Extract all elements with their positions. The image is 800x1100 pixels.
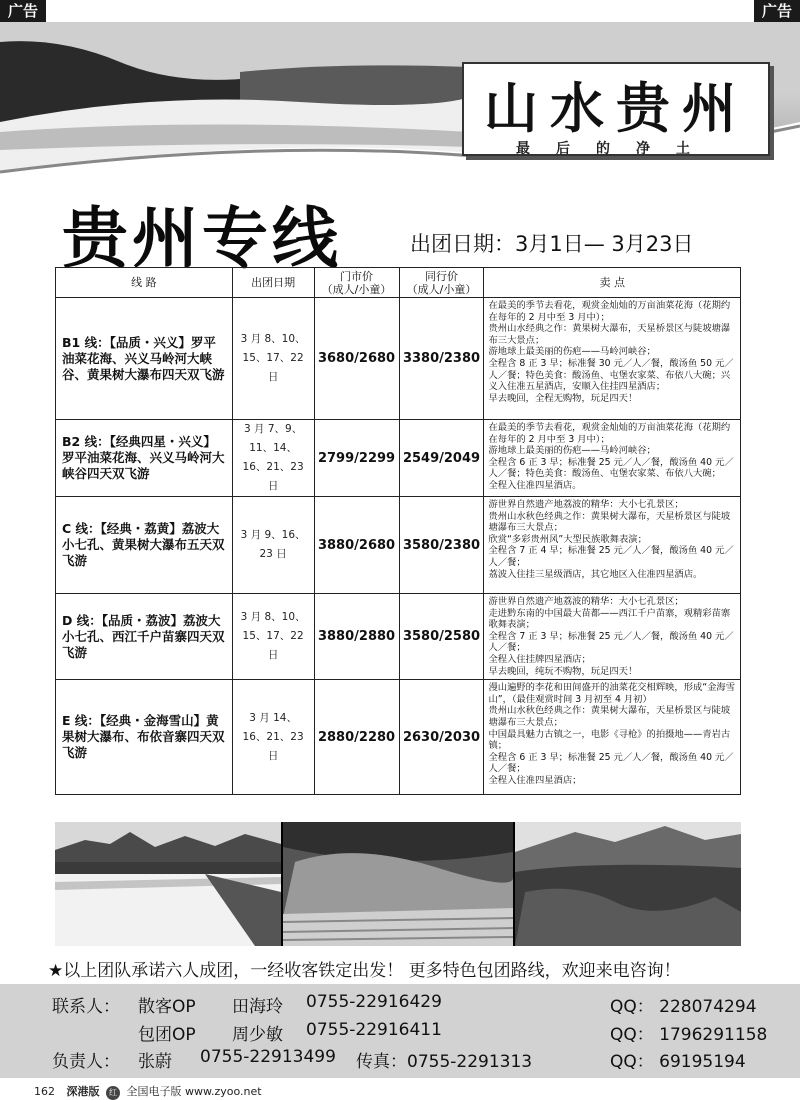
table-row <box>56 420 741 497</box>
table-row <box>56 680 741 795</box>
route-dates: 3 月 8、10、15、17、22 日 <box>232 594 314 680</box>
route-name: B2 线：【经典四星・兴义】罗平油菜花海、兴义马岭河大峡谷四天双飞游 <box>56 420 233 497</box>
route-dates: 3 月 14、16、21、23 日 <box>232 680 314 795</box>
page-number: 162 <box>34 1085 55 1098</box>
gate-price: 2799/2299 <box>314 420 399 497</box>
route-highlights: 漫山遍野的李花和田间盛开的油菜花交相辉映，形成“金海雪山”，（最佳观赏时间 3 月初至 4 月初） 贵州山水秋色经典之作：黄果树大瀑布，天星桥景区与陡坡塘瀑布三大景点； 中国最具魅力古镇之一，电影《寻枪》的拍摄地——青岩古镇； 全程含 6 正 3 早；标准餐 25 元／人／餐，酸汤鱼 40 元／人／餐； 全程入住准四星酒店； <box>484 680 741 795</box>
ad-tag-left: 广告 <box>0 0 46 22</box>
manager-label: 负责人： <box>52 1052 120 1072</box>
peer-price: 2549/2049 <box>399 420 484 497</box>
brand-title: 山水贵州 <box>484 76 748 140</box>
route-dates: 3 月 9、16、23 日 <box>232 497 314 594</box>
header-route: 线 路 <box>56 268 233 298</box>
gate-price: 3880/2880 <box>314 594 399 680</box>
scenery-photos <box>55 822 741 946</box>
route-highlights: 在最美的季节去看花，观赏金灿灿的万亩油菜花海（花期约在每年的 2 月中至 3 月中）； 游地球上最美丽的伤疤——马岭河峡谷； 全程含 6 正 3 早；标准餐 25 元／人／餐，酸汤鱼 40 元／人／餐；特色美食：酸汤鱼、屯堡农家菜、布依八大碗； 全程入住准四星酒店。 <box>484 420 741 497</box>
rocky-mountain-photo <box>515 822 741 946</box>
table-header-row <box>56 268 741 298</box>
contact-name: 田海玲 <box>232 997 283 1017</box>
hero-banner <box>0 22 800 212</box>
peer-price: 3580/2580 <box>399 594 484 680</box>
website-link[interactable]: 全国电子版 www.zyoo.net <box>126 1085 262 1098</box>
contact-phone: 0755-22916429 <box>306 992 442 1012</box>
contact-qq: QQ： 69195194 <box>610 1052 746 1072</box>
brand-subtitle: 最后的净土 <box>516 141 716 157</box>
rapeseed-field-photo <box>55 822 281 946</box>
departure-dates: 出团日期：3月1日— 3月23日 <box>410 232 694 256</box>
photo-strip <box>55 822 741 946</box>
page-title: 贵州专线 <box>62 199 342 277</box>
route-name: C 线：【经典・荔黄】荔波大小七孔、黄果树大瀑布五天双飞游 <box>56 497 233 594</box>
contact-role: 散客OP <box>138 997 196 1017</box>
brand-box <box>462 62 770 156</box>
contact-panel <box>0 984 800 1078</box>
edition-label: 深港版 <box>66 1085 100 1098</box>
contact-role: 包团OP <box>138 1025 196 1045</box>
peer-price: 3580/2380 <box>399 497 484 594</box>
route-dates: 3 月 8、10、15、17、22 日 <box>232 298 314 420</box>
route-table <box>55 267 741 795</box>
route-dates: 3 月 7、9、11、14、16、21、23 日 <box>232 420 314 497</box>
group-promise: ★以上团队承诺六人成团，一经收客铁定出发！ 更多特色包团路线，欢迎来电咨询！ <box>48 961 681 981</box>
gate-price: 2880/2280 <box>314 680 399 795</box>
route-highlights: 游世界自然遗产地荔波的精华：大小七孔景区； 贵州山水秋色经典之作：黄果树大瀑布，天星桥景区与陡坡塘瀑布三大景点； 欣赏“多彩贵州风”大型民族歌舞表演； 全程含 7 正 4 早；标准餐 25 元／人／餐，酸汤鱼 40 元／人／餐； 荔波入住挂三星级酒店，其它地区入住准四星酒店。 <box>484 497 741 594</box>
contact-qq: QQ： 1796291158 <box>610 1025 768 1045</box>
contact-qq: QQ： 228074294 <box>610 997 757 1017</box>
manager-phone: 0755-22913499 <box>200 1047 336 1067</box>
header-highlights: 卖 点 <box>484 268 741 298</box>
peer-price: 3380/2380 <box>399 298 484 420</box>
route-name: E 线：【经典・金海雪山】黄果树大瀑布、布依音寨四天双飞游 <box>56 680 233 795</box>
peer-price: 2630/2030 <box>399 680 484 795</box>
table-row <box>56 497 741 594</box>
route-highlights: 在最美的季节去看花，观赏金灿灿的万亩油菜花海（花期约在每年的 2 月中至 3 月中）； 贵州山水经典之作：黄果树大瀑布，天星桥景区与陡坡塘瀑布三大景点； 游地球上最美丽的伤疤——马岭河峡谷； 全程含 8 正 3 早；标准餐 30 元／人／餐，酸汤鱼 50 元／人／餐；特色美食：酸汤鱼、屯堡农家菜、布依八大碗；兴义入住准五星酒店，安顺入住挂四星酒店； 早去晚回，全程无购物，玩足四天！ <box>484 298 741 420</box>
contact-label: 联系人： <box>52 997 120 1017</box>
header-peer-price: 同行价 （成人/小童） <box>399 268 484 298</box>
contact-name: 周少敏 <box>232 1025 283 1045</box>
header-dates: 出团日期 <box>232 268 314 298</box>
edition-badge: 红 <box>106 1086 120 1100</box>
ad-tag-right: 广告 <box>754 0 800 22</box>
table-row <box>56 594 741 680</box>
terraced-village-photo <box>283 822 513 946</box>
route-name: B1 线：【品质・兴义】罗平油菜花海、兴义马岭河大峡谷、黄果树大瀑布四天双飞游 <box>56 298 233 420</box>
route-name: D 线：【品质・荔波】荔波大小七孔、西江千户苗寨四天双飞游 <box>56 594 233 680</box>
contact-phone: 0755-22916411 <box>306 1020 442 1040</box>
manager-name: 张蔚 <box>138 1052 172 1072</box>
page-footer <box>34 1083 262 1100</box>
table-row <box>56 298 741 420</box>
gate-price: 3680/2680 <box>314 298 399 420</box>
header-gate-price: 门市价 （成人/小童） <box>314 268 399 298</box>
fax-number: 传真：0755-2291313 <box>356 1052 533 1072</box>
gate-price: 3880/2680 <box>314 497 399 594</box>
route-highlights: 游世界自然遗产地荔波的精华：大小七孔景区； 走进黔东南的中国最大苗都——西江千户苗寨，观精彩苗寨歌舞表演； 全程含 7 正 3 早；标准餐 25 元／人／餐，酸汤鱼 40 元／人／餐； 全程入住挂牌四星酒店； 早去晚回，纯玩不购物，玩足四天！ <box>484 594 741 680</box>
